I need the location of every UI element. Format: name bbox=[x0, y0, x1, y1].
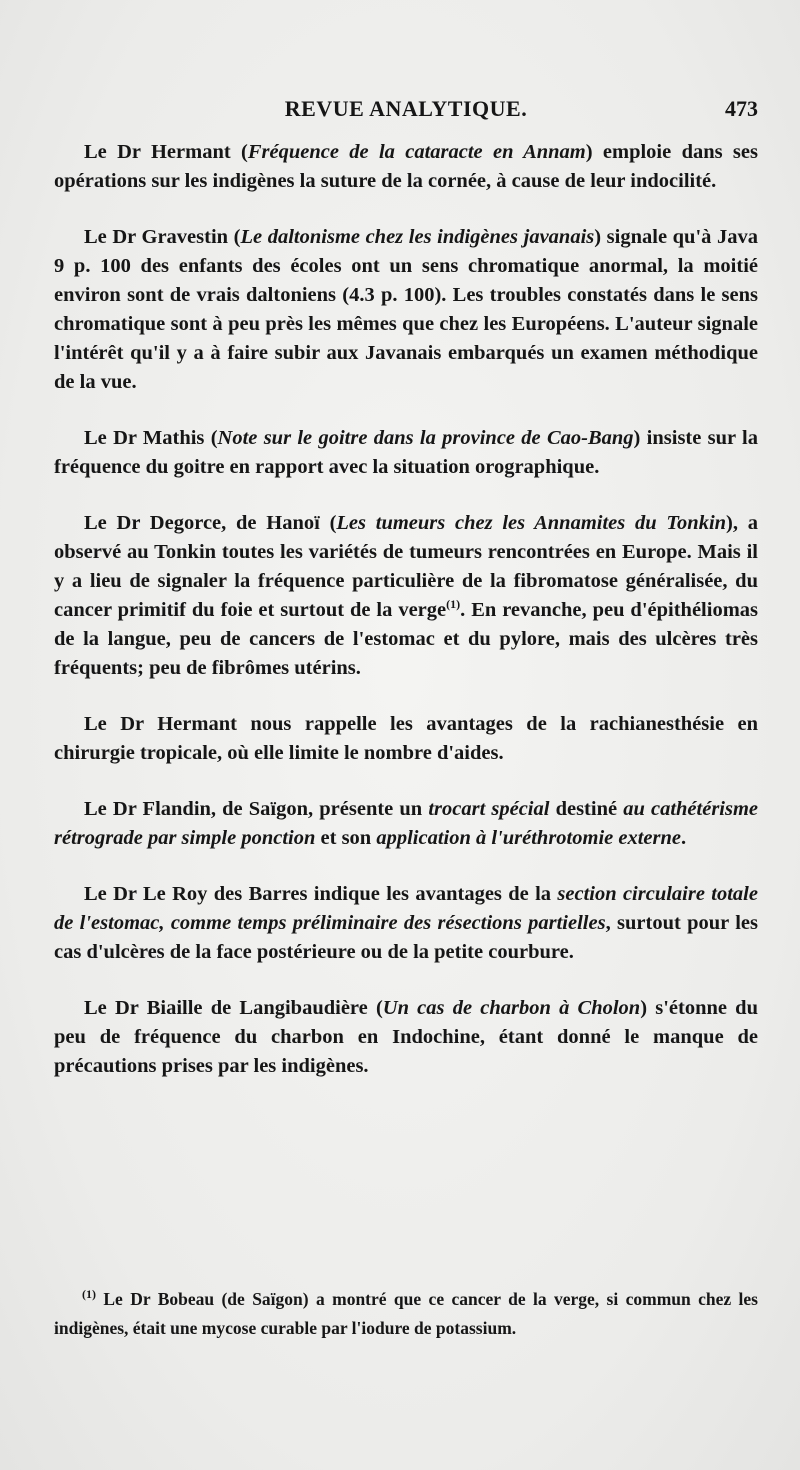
text-run: ) emploie dans ses opérations sur les indigènes la suture de la cornée, à cause de leur indocilité. bbox=[54, 141, 758, 192]
paragraph-mathis-goitre bbox=[54, 424, 758, 482]
footnote-text: Le Dr Bobeau (de Saïgon) a montré que ce cancer de la verge, si commun chez les indigènes, était une mycose curable par l'iodure de potassium. bbox=[54, 1289, 758, 1338]
running-head bbox=[54, 96, 758, 126]
text-run: . En revanche, peu d'épithéliomas de la langue, peu de cancers de l'estomac et du pylore, mais des ulcères très fréquents; peu de fibrômes utérins. bbox=[54, 599, 758, 679]
italic-term: application à l'uréthrotomie externe bbox=[376, 827, 681, 849]
footnote bbox=[54, 1285, 758, 1343]
text-run: Le Dr Mathis ( bbox=[84, 427, 218, 449]
paragraph-le-roy-des-barres bbox=[54, 880, 758, 967]
running-title: REVUE ANALYTIQUE. bbox=[284, 96, 528, 121]
text-run: Le Dr Gravestin ( bbox=[84, 226, 241, 248]
cited-title: Note sur le goitre dans la province de Cao-Bang bbox=[217, 427, 634, 449]
paragraph-biaille-charbon bbox=[54, 994, 758, 1081]
text-run: Le Dr Biaille de Langibaudière ( bbox=[84, 997, 383, 1019]
text-run: ) s'étonne du peu de fréquence du charbon en Indochine, étant donné le manque de précautions prises par les indigènes. bbox=[54, 997, 758, 1077]
paragraph-hermant-rachianesthesie bbox=[54, 710, 758, 768]
text-run: ) signale qu'à Java 9 p. 100 des enfants des écoles ont un sens chromatique anormal, la moitié environ sont de vrais daltoniens (4.3 p. 100). Les troubles constatés dans le sens chromatique sont à peu près les mêmes que chez les Européens. L'auteur signale l'intérêt qu'il y a à faire subir aux Javanais embarqués un examen méthodique de la vue. bbox=[54, 226, 759, 393]
footnote-marker: (1) bbox=[82, 1287, 96, 1302]
cited-title: Les tumeurs chez les Annamites du Tonkin bbox=[336, 512, 727, 534]
text-run: Le Dr Degorce, de Hanoï ( bbox=[84, 512, 337, 534]
italic-term: section circulaire totale de l'estomac, comme temps préliminaire des résections partielles bbox=[54, 883, 758, 934]
paragraph-flandin-trocart bbox=[54, 795, 758, 853]
text-run: Le Dr Flandin, de Saïgon, présente un bbox=[84, 798, 429, 820]
text-run: Le Dr Hermant nous rappelle les avantages de la rachianesthésie en chirurgie tropicale, où elle limite le nombre d'aides. bbox=[54, 713, 758, 764]
paragraph-hermant-cataracte bbox=[54, 138, 758, 196]
paragraph-degorce-tumeurs bbox=[54, 509, 758, 683]
text-run: ) insiste sur la fréquence du goitre en rapport avec la situation orographique. bbox=[54, 427, 759, 478]
body-text bbox=[54, 138, 758, 1108]
text-run: et son bbox=[315, 827, 377, 849]
footnote-reference: (1) bbox=[446, 597, 461, 612]
text-run: Le Dr Le Roy des Barres indique les avantages de la bbox=[84, 883, 558, 905]
text-run: destiné bbox=[549, 798, 624, 820]
cited-title: Fréquence de la cataracte en Annam bbox=[247, 141, 586, 163]
paragraph-gravestin-daltonisme bbox=[54, 223, 758, 397]
cited-title: Un cas de charbon à Cholon bbox=[382, 997, 641, 1019]
text-run: . bbox=[681, 827, 687, 849]
cited-title: Le daltonisme chez les indigènes javanais bbox=[240, 226, 595, 248]
text-run: , surtout pour les cas d'ulcères de la face postérieure ou de la petite courbure. bbox=[54, 912, 758, 963]
italic-term: trocart spécial bbox=[428, 798, 550, 820]
page-number: 473 bbox=[725, 96, 758, 121]
italic-term: au cathétérisme rétrograde par simple ponction bbox=[54, 798, 759, 849]
text-run: Le Dr Hermant ( bbox=[84, 141, 248, 163]
text-run: ), a observé au Tonkin toutes les variétés de tumeurs rencontrées en Europe. Mais il y a lieu de signaler la fréquence particulière de la fibromatose généralisée, du cancer primitif du foie et surtout de la verge bbox=[54, 512, 759, 621]
